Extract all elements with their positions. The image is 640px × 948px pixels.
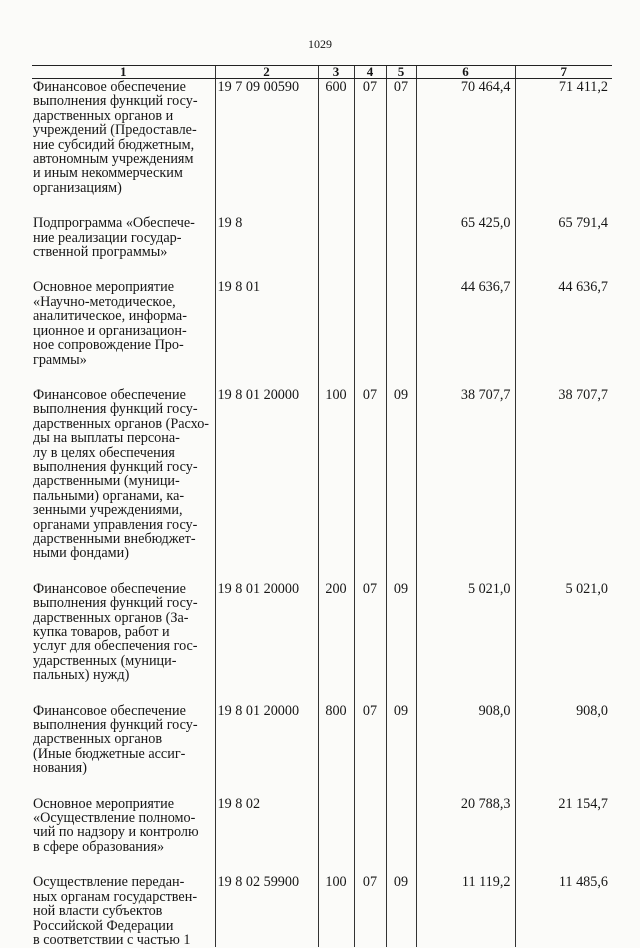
row-col-3 [318,215,354,279]
row-col-6: 70 464,4 [416,79,515,216]
table-row [32,796,612,875]
table-body [32,79,612,948]
row-code: 19 8 01 20000 [215,387,318,581]
row-col-3: 800 [318,703,354,796]
row-col-6: 65 425,0 [416,215,515,279]
row-name: Финансовое обеспечение выполнения функций госу- дарственных органов и учреждений (Предоставле- ние субсидий бюджетным, автономным учреждениям и иным некоммерческим организациям) [33,79,198,196]
row-name: Основное мероприятие «Научно-методическое, аналитическое, информа- ционное и организацион- ное сопровождение Про- граммы» [33,279,187,368]
row-col-7: 44 636,7 [515,279,612,386]
table-row [32,874,612,947]
row-code: 19 8 02 [215,796,318,875]
row-col-4: 07 [354,79,386,216]
table-row [32,79,612,216]
row-col-4: 07 [354,703,386,796]
row-col-6: 11 119,2 [416,874,515,947]
header-col-2: 2 [215,66,318,79]
row-name: Осуществление передан- ных органам государствен- ной власти субъектов Российской Федерации в соответствии с частью 1 [33,874,198,948]
row-name: Основное мероприятие «Осуществление полномо- чий по надзору и контролю в сфере образования» [33,795,199,855]
row-code: 19 8 01 20000 [215,581,318,703]
row-col-3 [318,279,354,386]
header-col-7: 7 [515,66,612,79]
row-code: 19 8 01 20000 [215,703,318,796]
row-col-7: 65 791,4 [515,215,612,279]
row-col-3 [318,796,354,875]
row-code: 19 8 [215,215,318,279]
row-col-4 [354,796,386,875]
row-col-4 [354,215,386,279]
row-col-3: 100 [318,387,354,581]
row-col-6: 44 636,7 [416,279,515,386]
row-code: 19 8 02 59900 [215,874,318,947]
row-name: Подпрограмма «Обеспече- ние реализации государ- ственной программы» [33,215,195,261]
row-name: Финансовое обеспечение выполнения функций госу- дарственных органов (За- купка товаров, работ и услуг для обеспечения гос- ударственных (муници- пальных) нужд) [33,580,198,684]
row-col-3: 200 [318,581,354,703]
row-col-6: 38 707,7 [416,387,515,581]
header-col-1: 1 [32,66,215,79]
row-col-6: 5 021,0 [416,581,515,703]
row-col-7: 908,0 [515,703,612,796]
row-col-5: 09 [386,581,416,703]
table-row [32,215,612,279]
header-row [32,66,612,79]
row-col-3: 100 [318,874,354,947]
row-col-5 [386,796,416,875]
header-col-4: 4 [354,66,386,79]
header-col-5: 5 [386,66,416,79]
table-row [32,703,612,796]
row-col-7: 21 154,7 [515,796,612,875]
row-col-5: 07 [386,79,416,216]
row-col-5 [386,215,416,279]
row-col-4: 07 [354,387,386,581]
row-col-7: 5 021,0 [515,581,612,703]
page-number: 1029 [308,37,332,51]
row-col-6: 908,0 [416,703,515,796]
row-col-6: 20 788,3 [416,796,515,875]
row-name: Финансовое обеспечение выполнения функций госу- дарственных органов (Иные бюджетные ассиг- нования) [33,702,198,777]
row-col-7: 71 411,2 [515,79,612,216]
row-col-7: 38 707,7 [515,387,612,581]
budget-table [32,65,612,947]
row-name: Финансовое обеспечение выполнения функций госу- дарственных органов (Расхо- ды на выплаты персона- лу в целях обеспечения выполнения функций госу- дарственными (муници- пальными) органами, ка- зенными учреждениями, органами управления госу- дарственными внебюджет- ными фондами) [33,386,210,562]
row-col-5: 09 [386,703,416,796]
row-col-5: 09 [386,874,416,947]
row-col-5: 09 [386,387,416,581]
row-code: 19 7 09 00590 [215,79,318,216]
table-row [32,581,612,703]
row-col-4: 07 [354,581,386,703]
row-col-4 [354,279,386,386]
header-col-6: 6 [416,66,515,79]
row-col-7: 11 485,6 [515,874,612,947]
row-col-5 [386,279,416,386]
header-col-3: 3 [318,66,354,79]
row-col-4: 07 [354,874,386,947]
row-code: 19 8 01 [215,279,318,386]
row-col-3: 600 [318,79,354,216]
table-row [32,279,612,386]
table-row [32,387,612,581]
